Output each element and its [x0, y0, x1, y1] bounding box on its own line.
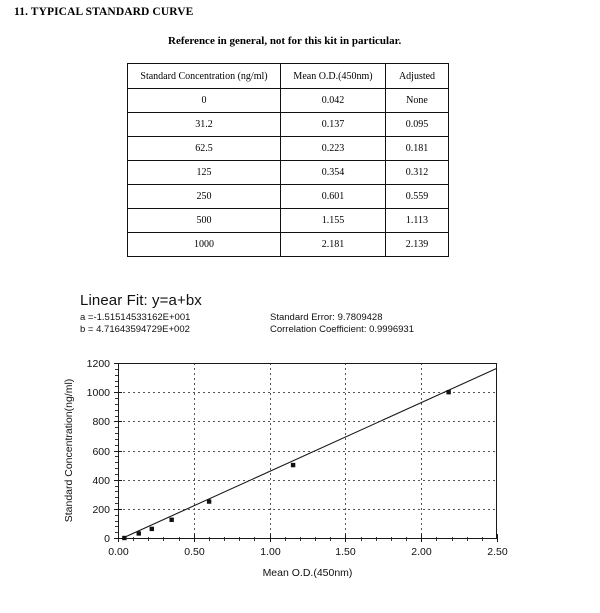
cell-mean-od: 0.223	[281, 137, 386, 161]
chart-svg	[0, 352, 600, 592]
cell-mean-od: 0.042	[281, 89, 386, 113]
table-row	[128, 137, 449, 161]
cell-concentration: 1000	[128, 233, 281, 257]
column-header-mean-od: Mean O.D.(450nm)	[281, 64, 386, 89]
chart-series	[122, 368, 497, 540]
standard-curve-chart	[0, 352, 600, 592]
data-point-marker	[122, 536, 126, 540]
regression-line	[123, 368, 497, 538]
fit-correlation-coeff: Correlation Coefficient: 0.9996931	[270, 324, 415, 335]
cell-adjusted: 0.095	[386, 113, 449, 137]
chart-axes	[118, 363, 497, 539]
table-row	[128, 185, 449, 209]
y-tick-label: 1000	[86, 387, 110, 400]
y-tick-label: 1200	[86, 358, 110, 371]
table-row	[128, 89, 449, 113]
data-point-marker	[207, 499, 211, 503]
linear-fit-block	[80, 292, 500, 336]
column-header-concentration: Standard Concentration (ng/ml)	[128, 64, 281, 89]
fit-standard-error: Standard Error: 9.7809428	[270, 312, 383, 323]
cell-adjusted: 1.113	[386, 209, 449, 233]
table-row	[128, 161, 449, 185]
x-tick-label: 0.50	[184, 546, 205, 558]
column-header-adjusted: Adjusted	[386, 64, 449, 89]
y-tick-label: 0	[104, 533, 110, 546]
linear-fit-row-a	[80, 312, 500, 324]
cell-concentration: 500	[128, 209, 281, 233]
cell-concentration: 250	[128, 185, 281, 209]
table-header-row	[128, 64, 449, 89]
linear-fit-row-b	[80, 324, 500, 336]
fit-coefficient-b: b = 4.71643594729E+002	[80, 324, 190, 335]
y-tick-label: 600	[92, 446, 110, 459]
x-tick-label: 1.00	[260, 546, 281, 558]
cell-adjusted: 0.312	[386, 161, 449, 185]
cell-mean-od: 1.155	[281, 209, 386, 233]
data-point-marker	[446, 390, 450, 394]
data-point-marker	[150, 527, 154, 531]
cell-mean-od: 2.181	[281, 233, 386, 257]
chart-gridlines	[118, 363, 497, 538]
y-axis-title: Standard Concentration(ng/ml)	[63, 378, 75, 523]
cell-mean-od: 0.601	[281, 185, 386, 209]
linear-fit-title: Linear Fit: y=a+bx	[80, 292, 202, 309]
data-point-marker	[137, 531, 141, 535]
x-tick-label: 2.00	[411, 546, 432, 558]
data-point-marker	[291, 463, 295, 467]
x-tick-label: 2.50	[487, 546, 508, 558]
cell-adjusted: 0.559	[386, 185, 449, 209]
x-tick-label: 0.00	[108, 546, 129, 558]
cell-concentration: 125	[128, 161, 281, 185]
table-row	[128, 113, 449, 137]
y-tick-label: 200	[92, 504, 110, 517]
data-point-marker	[169, 518, 173, 522]
page-title: 11. TYPICAL STANDARD CURVE	[14, 6, 194, 18]
cell-mean-od: 0.137	[281, 113, 386, 137]
cell-adjusted: None	[386, 89, 449, 113]
cell-adjusted: 0.181	[386, 137, 449, 161]
cell-concentration: 0	[128, 89, 281, 113]
table-row	[128, 209, 449, 233]
y-tick-label: 800	[92, 416, 110, 429]
x-axis-title: Mean O.D.(450nm)	[262, 567, 353, 579]
chart-ticks	[114, 364, 498, 543]
reference-note: Reference in general, not for this kit in particular.	[168, 35, 402, 47]
y-tick-label: 400	[92, 475, 110, 488]
cell-adjusted: 2.139	[386, 233, 449, 257]
fit-coefficient-a: a =-1.51514533162E+001	[80, 312, 191, 323]
cell-concentration: 31.2	[128, 113, 281, 137]
table-row	[128, 233, 449, 257]
x-tick-label: 1.50	[335, 546, 356, 558]
cell-mean-od: 0.354	[281, 161, 386, 185]
cell-concentration: 62.5	[128, 137, 281, 161]
standard-curve-table	[127, 63, 449, 257]
